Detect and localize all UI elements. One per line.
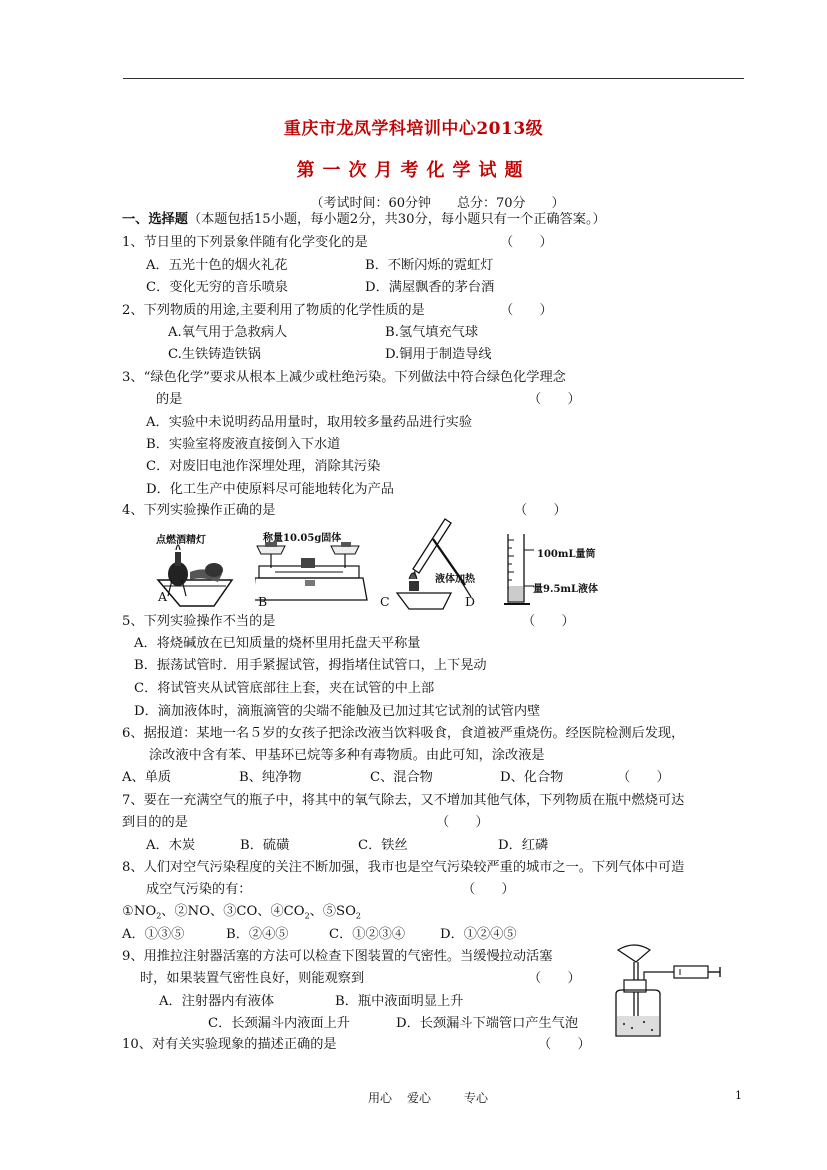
q4-label-heat: 液体加热	[435, 574, 475, 585]
q3-stem: 3、“绿色化学”要求从根本上减少或杜绝污染。下列做法中符合绿色化学理念	[122, 370, 566, 385]
q8-bracket: （ ）	[462, 882, 515, 897]
q5-option-a: A．将烧碱放在已知质量的烧杯里用托盘天平称量	[134, 636, 421, 651]
section-heading	[122, 212, 606, 228]
q6-option-d: D、化合物	[500, 770, 564, 785]
q6-option-a: A、单质	[122, 770, 172, 785]
q1-option-d: D．满屋飘香的茅台酒	[365, 280, 495, 295]
q9-option-b: B．瓶中液面明显上升	[335, 994, 464, 1009]
q6-stem-continued: 涂改液中含有苯、甲基环已烷等多种有毒物质。由此可知，涂改液是	[149, 748, 545, 763]
q5-stem: 5、下列实验操作不当的是	[122, 614, 276, 629]
q4-bracket: （ ）	[514, 503, 567, 518]
q7-option-d: D．红磷	[498, 838, 549, 853]
q6-option-b: B、纯净物	[239, 770, 302, 785]
q2-bracket: （ ）	[500, 303, 553, 318]
footer-left: 用心	[368, 1091, 393, 1105]
q10-bracket: （ ）	[538, 1037, 591, 1052]
footer-middle: 爱心	[407, 1091, 432, 1105]
q4-letter-c: C	[380, 594, 390, 609]
q9-option-c: C．长颈漏斗内液面上升	[208, 1016, 350, 1031]
q7-bracket: （ ）	[436, 815, 489, 830]
q7-option-c: C．铁丝	[358, 838, 408, 853]
q1-bracket: （ ）	[500, 235, 553, 250]
q6-stem: 6、据报道：某地一名５岁的女孩子把涂改液当饮料吸食，食道被严重烧伤。经医院检测后发现，	[122, 726, 685, 741]
q4-letter-a: A	[158, 589, 168, 604]
q4-figure-d	[498, 530, 538, 610]
q4-label-cylinder: 100mL量筒	[537, 549, 596, 560]
section-instruction: （本题包括15小题，每小题2分，共30分，每小题只有一个正确答案。）	[187, 212, 606, 227]
q6-bracket: （ ）	[617, 770, 670, 785]
q5-option-c: C．将试管夹从试管底部往上套，夹在试管的中上部	[134, 681, 435, 696]
footer-right: 专心	[464, 1091, 489, 1105]
q8-option-b: B．②④⑤	[226, 927, 289, 942]
q5-bracket: （ ）	[522, 614, 575, 629]
q9-option-a: A．注射器内有液体	[159, 994, 275, 1009]
q8-option-a: A．①③⑤	[122, 927, 185, 942]
q7-option-b: B．硫磺	[240, 838, 290, 853]
q7-option-a: A．木炭	[146, 838, 196, 853]
q9-stem: 9、用推拉注射器活塞的方法可以检查下图装置的气密性。当缓慢拉动活塞	[122, 949, 553, 964]
q1-stem: 1、节日里的下列景象伴随有化学变化的是	[122, 235, 368, 250]
q1-option-b: B．不断闪烁的霓虹灯	[365, 258, 494, 273]
q2-option-c: C.生铁铸造铁锅	[168, 347, 261, 362]
q4-stem: 4、下列实验操作正确的是	[122, 503, 276, 518]
q9-bracket: （ ）	[528, 971, 581, 986]
q2-option-d: D.铜用于制造导线	[385, 347, 492, 362]
header-rule	[123, 78, 744, 79]
q4-letter-d: D	[465, 594, 476, 609]
q5-option-b: B．振荡试管时．用手紧握试管，拇指堵住试管口，上下晃动	[134, 658, 487, 673]
q3-option-b: B．实验室将废液直接倒入下水道	[146, 437, 341, 452]
q8-option-d: D．①②④⑤	[440, 927, 517, 942]
section-title: 一、选择题	[122, 212, 188, 227]
q8-stem-continued: 成空气污染的有：	[146, 882, 252, 897]
q3-option-d: D．化工生产中使原料尽可能地转化为产品	[146, 482, 394, 497]
q9-apparatus-figure	[604, 940, 724, 1040]
q3-option-a: A．实验中未说明药品用量时，取用较多量药品进行实验	[146, 415, 473, 430]
q3-bracket: （ ）	[528, 392, 581, 407]
q9-option-d: D．长颈漏斗下端管口产生气泡	[396, 1016, 579, 1031]
q8-option-c: C．①②③④	[329, 927, 406, 942]
q4-figure-c	[395, 515, 475, 611]
school-title: 重庆市龙凤学科培训中心2013级	[283, 119, 544, 139]
q5-option-d: D．滴加液体时，滴瓶滴管的尖端不能触及已加过其它试剂的试管内壁	[134, 704, 541, 719]
page-number: 1	[735, 1089, 742, 1102]
q8-gas-list: $①NO_2$、②NO、③CO、$④CO_2$、$⑤SO_2$	[122, 904, 361, 921]
q1-option-c: C．变化无穷的音乐喷泉	[146, 280, 288, 295]
q10-stem: 10、对有关实验现象的描述正确的是	[122, 1037, 337, 1052]
q4-label-weigh: 称量10.05g固体	[263, 533, 342, 544]
q4-letter-b: B	[258, 594, 268, 609]
q4-label-light-lamp: 点燃酒精灯	[156, 535, 206, 546]
q1-option-a: A．五光十色的烟火礼花	[146, 258, 288, 273]
q8-stem: 8、人们对空气污染程度的关注不断加强，我市也是空气污染较严重的城市之一。下列气体中可造	[122, 860, 685, 875]
q3-option-c: C．对废旧电池作深埋处理，消除其污染	[146, 459, 381, 474]
q4-figure-b	[255, 540, 370, 608]
q2-stem: 2、下列物质的用途,主要利用了物质的化学性质的是	[122, 303, 425, 318]
q2-option-b: B.氢气填充气球	[385, 325, 479, 340]
q6-option-c: C、混合物	[370, 770, 433, 785]
exam-info: （考试时间：60分钟 总分：70分 ）	[310, 196, 565, 211]
q2-option-a: A.氧气用于急救病人	[168, 325, 288, 340]
q3-stem-continued: 的是	[156, 392, 183, 407]
q4-label-measure: 量9.5mL液体	[533, 584, 599, 595]
exam-title: 第一次月考化学试题	[296, 160, 531, 181]
q7-stem: 7、要在一充满空气的瓶子中，将其中的氧气除去，又不增加其他气体，下列物质在瓶中燃烧可达	[122, 793, 685, 808]
q7-stem-continued: 到目的的是	[122, 815, 188, 830]
q9-stem-continued: 时，如果装置气密性良好，则能观察到	[140, 971, 365, 986]
